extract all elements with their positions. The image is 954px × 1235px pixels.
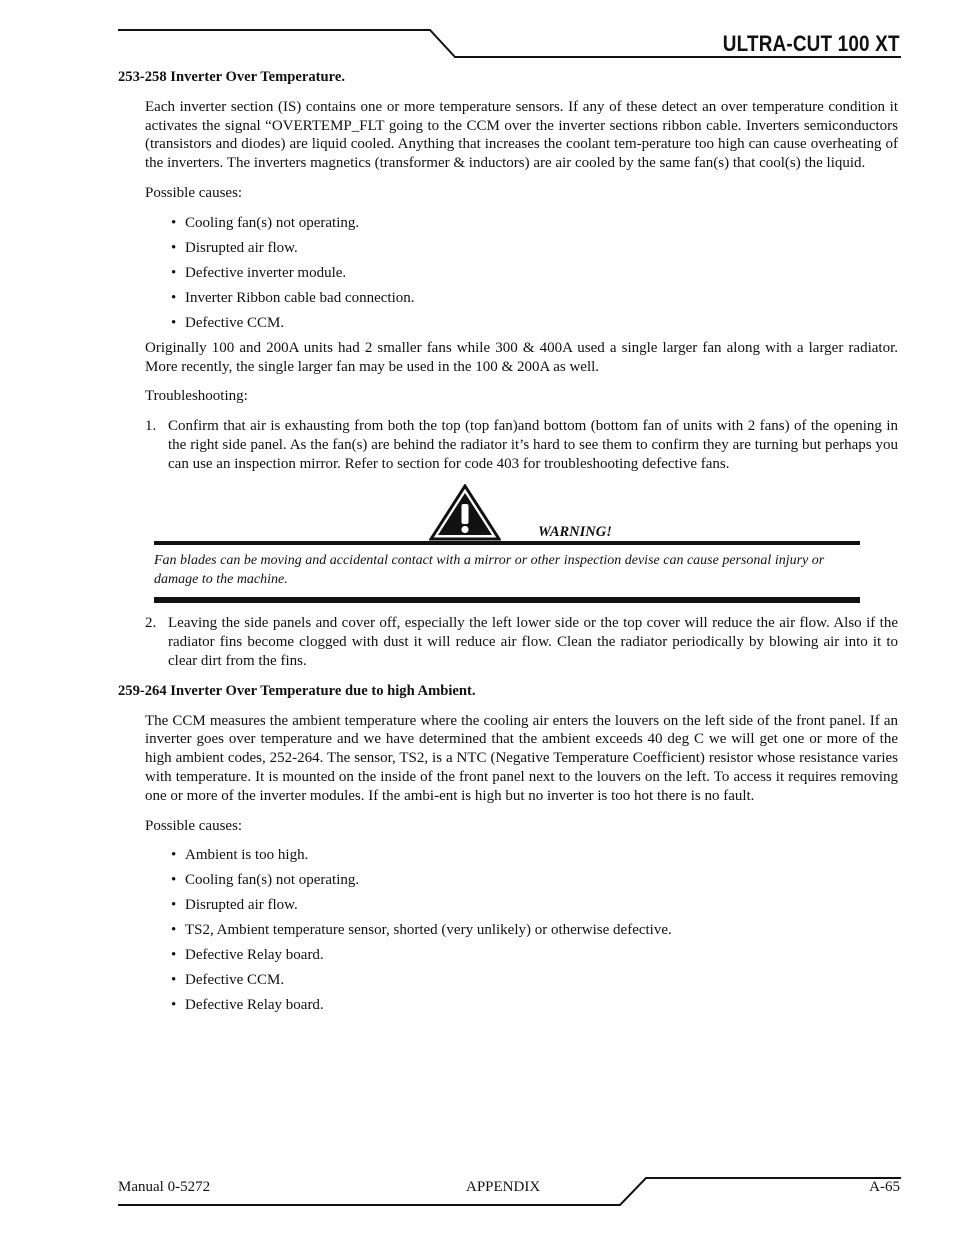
section-intro-253-258: Each inverter section (IS) contains one or more temperature sensors. If any of these detect an over temperature condition it activates the signal “OVERTEMP_FLT going to the CCM over the inverter sections ribbon cable. Inverters semiconductors (transistors and diodes) are liquid cooled. Anything that increases the coolant tem-perature too high can cause overheating of the inverters. The inverters magnetics (transformer & inductors) are air cooled by the same fan(s) that cool(s) the liquid. (145, 98, 898, 172)
warning-box (154, 484, 860, 603)
footer-manual-number: Manual 0-5272 (118, 1179, 211, 1195)
header-title: ULTRA-CUT 100 XT (723, 31, 900, 56)
list-item: • Ambient is too high. (145, 846, 898, 865)
causes-list (145, 214, 898, 333)
list-item: • Defective inverter module. (145, 264, 898, 283)
step-text: Leaving the side panels and cover off, especially the left lower side or the top cover will reduce the air flow. Also if the radiator fins become clogged with dust it will reduce air flow. Clean the radiator periodically by blowing air into it to clear dirt from the fins. (168, 615, 898, 670)
footer-page-number: A-65 (869, 1179, 900, 1195)
list-item: • Inverter Ribbon cable bad connection. (145, 289, 898, 308)
troubleshooting-steps-continued (145, 614, 898, 670)
warning-triangle-icon (429, 484, 501, 541)
list-item: • Disrupted air flow. (145, 896, 898, 915)
step-number: 1. (145, 418, 157, 435)
list-item: • Defective CCM. (145, 971, 898, 990)
warning-text: Fan blades can be moving and accidental contact with a mirror or other inspection devise can cause personal injury or damage to the machine. (154, 553, 825, 587)
list-item: • Disrupted air flow. (145, 239, 898, 258)
list-item: • Defective Relay board. (145, 946, 898, 965)
list-item (145, 614, 898, 670)
list-item (145, 417, 898, 473)
causes-list (145, 846, 898, 1015)
warning-label: WARNING! (538, 524, 612, 541)
troubleshooting-steps (145, 417, 898, 473)
step-number: 2. (145, 615, 157, 632)
list-item: • TS2, Ambient temperature sensor, shorted (very unlikely) or otherwise defective. (145, 921, 898, 940)
step-text: Confirm that air is exhausting from both the top (top fan)and bottom (bottom fan of units with 2 fans) of the opening in the right side panel. As the fan(s) are behind the radiator it’s hard to see them to confirm they are turning but perhaps you can use an inspection mirror. Refer to section for code 403 for troubleshooting defective fans. (168, 418, 898, 472)
list-item: • Defective Relay board. (145, 996, 898, 1015)
list-item: • Cooling fan(s) not operating. (145, 871, 898, 890)
fan-note: Originally 100 and 200A units had 2 smaller fans while 300 & 400A used a single larger fan along with a larger radiator. More recently, the single larger fan may be used in the 100 & 200A as well. (145, 339, 898, 375)
section-intro-259-264: The CCM measures the ambient temperature where the cooling air enters the louvers on the left side of the front panel. If an inverter goes over temperature and we have determined that the ambient exceeds 40 deg C we will get one or more of the high ambient codes, 252-264. The sensor, TS2, is a NTC (Negative Temperature Coefficient) resistor whose resistance varies with temperature. It is mounted on the inside of the front panel next to the louvers on the left. To access it requires removing one or more of the inverter modules. If the ambi-ent is high but no inverter is too hot there is no fault. (145, 712, 898, 804)
footer-section: APPENDIX (466, 1179, 541, 1195)
section-heading-259-264: 259-264 Inverter Over Temperature due to high Ambient. (118, 682, 476, 699)
warning-header (154, 484, 860, 541)
list-item: • Defective CCM. (145, 314, 898, 333)
troubleshooting-label: Troubleshooting: (145, 388, 248, 405)
causes-label: Possible causes: (145, 817, 243, 834)
page-content (118, 68, 898, 1021)
warning-bottom-bar (154, 597, 860, 603)
section-heading-253-258: 253-258 Inverter Over Temperature. (118, 69, 345, 85)
list-item: • Cooling fan(s) not operating. (145, 214, 898, 233)
causes-label: Possible causes: (145, 184, 243, 201)
